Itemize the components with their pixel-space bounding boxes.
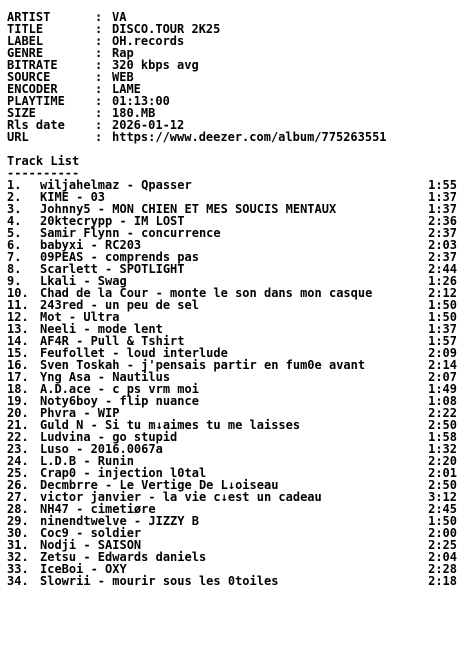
track-title: 20ktecrypp - IM LOST <box>40 214 185 228</box>
track-number: 32. <box>7 550 29 564</box>
track-number: 31. <box>7 538 29 552</box>
info-value: 01:13:00 <box>112 94 170 108</box>
track-number: 7. <box>7 250 22 264</box>
info-row <box>7 11 457 23</box>
track-title: Phvra - WIP <box>40 406 120 420</box>
track-number: 17. <box>7 370 29 384</box>
info-key: SIZE <box>7 106 36 120</box>
track-number: 19. <box>7 394 29 408</box>
track-title: A.D.ace - c ps vrm moi <box>40 382 199 396</box>
info-value: OH.records <box>112 34 185 48</box>
track-title: Samir Flynn - concurrence <box>40 226 221 240</box>
track-number: 21. <box>7 418 29 432</box>
track-title: Crap0 - injection l0tal <box>40 466 207 480</box>
track-duration: 2:18 <box>428 574 457 588</box>
info-key: Rls date <box>7 118 65 132</box>
info-value: DISCO.TOUR 2K25 <box>112 22 221 36</box>
info-separator: : <box>95 130 103 144</box>
track-duration: 3:12 <box>428 490 457 504</box>
track-number: 2. <box>7 190 22 204</box>
track-duration: 2:01 <box>428 466 457 480</box>
info-key: BITRATE <box>7 58 58 72</box>
track-title: 09PEAS - comprends pas <box>40 250 199 264</box>
tracklist <box>7 179 457 587</box>
track-duration: 2:22 <box>428 406 457 420</box>
track-duration: 2:20 <box>428 454 457 468</box>
info-separator: : <box>95 118 103 132</box>
track-title: wiljahelmaz - Qpasser <box>40 178 192 192</box>
track-number: 3. <box>7 202 22 216</box>
info-url: https://www.deezer.com/album/775263551 <box>112 130 387 144</box>
track-number: 9. <box>7 274 22 288</box>
track-title: babyxi - RC203 <box>40 238 142 252</box>
track-number: 4. <box>7 214 22 228</box>
track-duration: 1:26 <box>428 274 457 288</box>
tracklist-underline: ---------- <box>7 166 80 180</box>
track-duration: 2:37 <box>428 250 457 264</box>
track-number: 15. <box>7 346 29 360</box>
track-number: 1. <box>7 178 22 192</box>
track-title: Guld N - Si tu m↓aimes tu me laisses <box>40 418 301 432</box>
track-duration: 2:50 <box>428 418 457 432</box>
info-row <box>7 95 457 107</box>
info-key: PLAYTIME <box>7 94 65 108</box>
track-duration: 1:50 <box>428 514 457 528</box>
track-title: Ludvina - go stupid <box>40 430 178 444</box>
track-number: 13. <box>7 322 29 336</box>
track-title: Yng Asa - Nautilus <box>40 370 171 384</box>
track-duration: 2:12 <box>428 286 457 300</box>
track-duration: 2:50 <box>428 478 457 492</box>
track-duration: 2:09 <box>428 346 457 360</box>
track-title: Zetsu - Edwards daniels <box>40 550 207 564</box>
track-duration: 1:57 <box>428 334 457 348</box>
release-info <box>7 11 457 143</box>
track-title: Scarlett - SPOTLIGHT <box>40 262 185 276</box>
track-number: 29. <box>7 514 29 528</box>
track-title: Decmbrre - Le Vertige De L↓oiseau <box>40 478 279 492</box>
track-title: ninendtwelve - JIZZY B <box>40 514 199 528</box>
track-title: Luso - 2016.0067a <box>40 442 163 456</box>
info-separator: : <box>95 22 103 36</box>
info-row <box>7 47 457 59</box>
track-number: 10. <box>7 286 29 300</box>
track-duration: 1:55 <box>428 178 457 192</box>
info-value: VA <box>112 10 127 24</box>
track-duration: 1:32 <box>428 442 457 456</box>
track-duration: 2:04 <box>428 550 457 564</box>
track-number: 23. <box>7 442 29 456</box>
track-duration: 1:58 <box>428 430 457 444</box>
track-duration: 1:50 <box>428 298 457 312</box>
track-title: Lkali - Swag <box>40 274 127 288</box>
track-title: AF4R - Pull & Tshirt <box>40 334 185 348</box>
info-value: WEB <box>112 70 134 84</box>
track-duration: 1:37 <box>428 190 457 204</box>
info-key: ARTIST <box>7 10 51 24</box>
info-key: URL <box>7 130 29 144</box>
track-title: Coc9 - soldier <box>40 526 142 540</box>
track-duration: 2:44 <box>428 262 457 276</box>
track-duration: 2:03 <box>428 238 457 252</box>
tracklist-heading: Track List <box>7 154 80 168</box>
track-number: 34. <box>7 574 29 588</box>
info-separator: : <box>95 106 103 120</box>
track-number: 16. <box>7 358 29 372</box>
info-key: TITLE <box>7 22 44 36</box>
info-separator: : <box>95 10 103 24</box>
track-number: 18. <box>7 382 29 396</box>
track-number: 6. <box>7 238 22 252</box>
nfo-document <box>7 11 457 587</box>
track-duration: 2:37 <box>428 226 457 240</box>
track-duration: 1:50 <box>428 310 457 324</box>
info-value: 320 kbps avg <box>112 58 199 72</box>
info-separator: : <box>95 46 103 60</box>
info-value: 2026-01-12 <box>112 118 185 132</box>
track-title: Neeli - mode lent <box>40 322 163 336</box>
track-title: victor janvier - la vie c↓est un cadeau <box>40 490 322 504</box>
track-duration: 2:14 <box>428 358 457 372</box>
info-row <box>7 131 457 143</box>
info-row <box>7 107 457 119</box>
track-title: Chad de la Cour - monte le son dans mon casque <box>40 286 373 300</box>
track-row <box>7 575 457 587</box>
track-number: 25. <box>7 466 29 480</box>
info-value: Rap <box>112 46 134 60</box>
track-duration: 1:49 <box>428 382 457 396</box>
track-number: 14. <box>7 334 29 348</box>
track-number: 26. <box>7 478 29 492</box>
track-title: Slowrii - mourir sous les 0toiles <box>40 574 279 588</box>
track-title: NH47 - cimetiøre <box>40 502 156 516</box>
track-title: 243red - un peu de sel <box>40 298 199 312</box>
track-number: 12. <box>7 310 29 324</box>
track-title: Noty6boy - flip nuance <box>40 394 199 408</box>
info-row <box>7 83 457 95</box>
info-separator: : <box>95 94 103 108</box>
track-title: IceBoi - OXY <box>40 562 127 576</box>
info-row <box>7 59 457 71</box>
track-number: 5. <box>7 226 22 240</box>
track-number: 20. <box>7 406 29 420</box>
info-separator: : <box>95 70 103 84</box>
track-number: 8. <box>7 262 22 276</box>
track-duration: 1:37 <box>428 202 457 216</box>
info-separator: : <box>95 58 103 72</box>
info-key: SOURCE <box>7 70 51 84</box>
track-title: KIME - 03 <box>40 190 106 204</box>
track-number: 11. <box>7 298 29 312</box>
track-duration: 2:45 <box>428 502 457 516</box>
track-number: 24. <box>7 454 29 468</box>
info-row <box>7 71 457 83</box>
track-title: Feufollet - loud interlude <box>40 346 228 360</box>
track-title: L.D.B - Runin <box>40 454 134 468</box>
track-duration: 1:37 <box>428 322 457 336</box>
track-duration: 2:25 <box>428 538 457 552</box>
track-duration: 2:28 <box>428 562 457 576</box>
track-title: Mot - Ultra <box>40 310 120 324</box>
info-key: GENRE <box>7 46 44 60</box>
info-separator: : <box>95 34 103 48</box>
track-number: 30. <box>7 526 29 540</box>
info-value: 180.MB <box>112 106 156 120</box>
track-duration: 1:08 <box>428 394 457 408</box>
info-row <box>7 35 457 47</box>
track-number: 22. <box>7 430 29 444</box>
track-duration: 2:36 <box>428 214 457 228</box>
track-title: Sven Toskah - j'pensais partir en fum0e avant <box>40 358 366 372</box>
track-duration: 2:00 <box>428 526 457 540</box>
track-title: Johnny5 - MON CHIEN ET MES SOUCIS MENTAUX <box>40 202 337 216</box>
track-number: 27. <box>7 490 29 504</box>
track-number: 28. <box>7 502 29 516</box>
info-key: LABEL <box>7 34 44 48</box>
info-row <box>7 23 457 35</box>
track-number: 33. <box>7 562 29 576</box>
info-separator: : <box>95 82 103 96</box>
info-value: LAME <box>112 82 141 96</box>
track-duration: 2:07 <box>428 370 457 384</box>
track-title: Nodji - SAISON <box>40 538 142 552</box>
info-key: ENCODER <box>7 82 58 96</box>
